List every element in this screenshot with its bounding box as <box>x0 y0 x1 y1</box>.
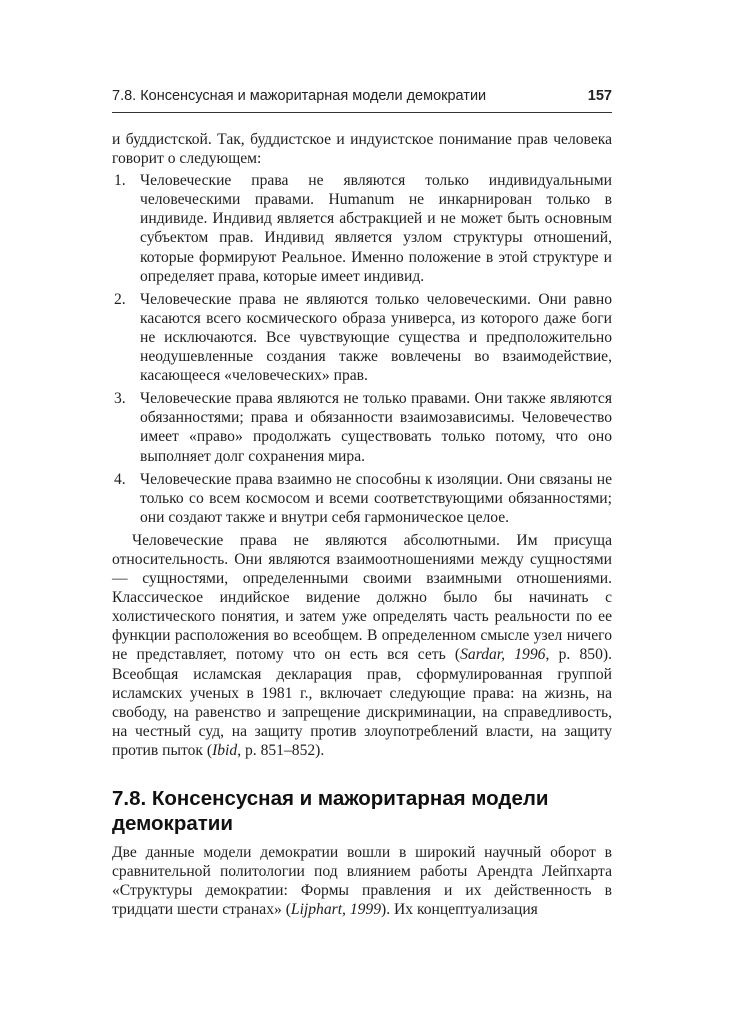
header-rule <box>112 112 612 113</box>
running-head <box>112 88 612 104</box>
citation-lijphart: Lijphart, 1999 <box>290 901 382 919</box>
section-paragraph <box>112 843 612 919</box>
running-head-title: 7.8. Консенсусная и мажоритарная модели демократии <box>112 88 487 104</box>
list-marker: 1. <box>114 172 126 190</box>
numbered-list <box>112 171 612 527</box>
list-item <box>112 389 612 465</box>
list-marker: 4. <box>114 470 126 488</box>
section-heading: 7.8. Консенсусная и мажоритарная модели демократии <box>112 787 549 835</box>
list-item <box>112 171 612 286</box>
list-item <box>112 470 612 527</box>
list-item-text: Человеческие права являются не только правами. Они также являются обязанностями; права и обязанности взаимозависимы. Человечество имеет «право» продолжать существовать только потому, что оно выполняет долг сохранения мира. <box>140 390 612 465</box>
list-item-text: Человеческие права не являются только индивидуальными человеческими правами. Humanum не инкарнирован только в индивиде. Индивид является абстракцией и не может быть основным субъектом прав. Индивид является узлом структуры отношений, которые формируют Реальное. Именно положение в этой структуре и определяет права, которые имеет индивид. <box>140 172 612 285</box>
section-text-2: ). Их концептуализация <box>381 901 538 919</box>
list-item-text: Человеческие права взаимно не способны к изоляции. Они связаны не только со всем космосом и всеми соответствующими обязанностями; они создают также и внутри себя гармоническое целое. <box>140 470 612 526</box>
paragraph-text-2: , p. 850). Всеобщая исламская декларация прав, сформулированная группой исламских ученых в 1981 г., включает следующие права: на жизнь, на свободу, на равенство и запрещение дискриминации, на справедливость, на честный суд, на защиту против злоупотреблений власти, на защиту против пыток ( <box>112 646 612 759</box>
list-item <box>112 290 612 385</box>
body-paragraph <box>112 531 612 760</box>
list-marker: 3. <box>114 390 126 408</box>
citation-sardar: Sardar, 1996 <box>460 646 546 664</box>
citation-ibid: Ibid <box>212 741 238 759</box>
paragraph-text-3: , p. 851–852). <box>237 741 325 759</box>
list-marker: 2. <box>114 290 126 308</box>
paragraph-text-1: Человеческие права не являются абсолютными. Им присуща относительность. Они являются взаимоотношениями между сущностями — сущностями, определенными своими взаимными отношениями. Классическое индийское видение должно было бы начинать с холистического понятия, и затем уже определять часть реальности по ее функции расположения во всеобщем. В определенном смысле узел ничего не представляет, потому что он есть вся сеть ( <box>112 531 612 664</box>
intro-paragraph: и буддистской. Так, буддистское и индуистское понимание прав человека говорит о следующем: <box>112 131 612 168</box>
body-text <box>112 130 612 919</box>
section-text-1: Две данные модели демократии вошли в широкий научный оборот в сравнительной политологии под влиянием работы Арендта Лейпхарта «Структуры демократии: Формы правления и их действенность в тридцати шести странах» ( <box>112 844 612 919</box>
page-number: 157 <box>587 88 612 104</box>
list-item-text: Человеческие права не являются только человеческими. Они равно касаются всего космического образа универса, из которого даже боги не исключаются. Все чувствующие существа и предположительно неодушевленные создания также вовлечены во взаимодействие, касающееся «человеческих» прав. <box>140 290 612 385</box>
